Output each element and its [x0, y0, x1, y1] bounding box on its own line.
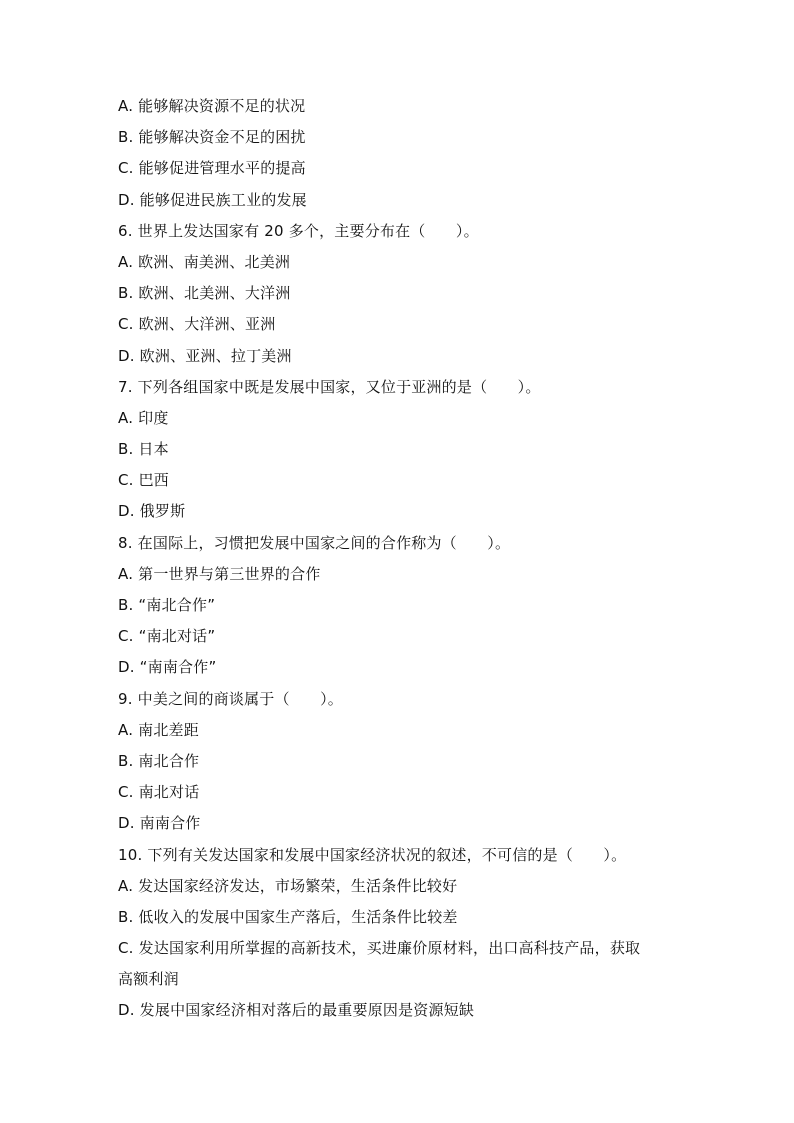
- option-7a: A. 印度: [118, 408, 169, 427]
- option-8a: A. 第一世界与第三世界的合作: [118, 564, 321, 583]
- option-6d: D. 欧洲、亚洲、拉丁美洲: [118, 346, 292, 365]
- option-6b: B. 欧洲、北美洲、大洋洲: [118, 284, 291, 303]
- option-6a: A. 欧洲、南美洲、北美洲: [118, 252, 291, 271]
- option-9d: D. 南南合作: [118, 814, 201, 833]
- option-10d: D. 发展中国家经济相对落后的最重要原因是资源短缺: [118, 1001, 475, 1020]
- option-10c-continued: 高额利润: [118, 970, 179, 989]
- question-10: 10. 下列有关发达国家和发展中国家经济状况的叙述，不可信的是（ ）。: [118, 845, 627, 864]
- option-5c: C. 能够促进管理水平的提高: [118, 159, 306, 178]
- question-list: [118, 91, 698, 1027]
- option-9c: C. 南北对话: [118, 783, 200, 802]
- option-7b: B. 日本: [118, 440, 169, 459]
- option-6c: C. 欧洲、大洋洲、亚洲: [118, 315, 276, 334]
- option-5a: A. 能够解决资源不足的状况: [118, 97, 306, 115]
- question-6: 6. 世界上发达国家有 20 多个，主要分布在（ ）。: [118, 221, 479, 240]
- option-5b: B. 能够解决资金不足的困扰: [118, 128, 306, 147]
- option-9b: B. 南北合作: [118, 751, 200, 770]
- option-10c: C. 发达国家利用所掌握的高新技术，买进廉价原材料，出口高科技产品，获取: [118, 939, 641, 958]
- question-7: 7. 下列各组国家中既是发展中国家，又位于亚洲的是（ ）。: [118, 377, 541, 396]
- option-7d: D. 俄罗斯: [118, 502, 186, 521]
- option-7c: C. 巴西: [118, 471, 170, 490]
- option-8b: B. “南北合作”: [118, 596, 216, 614]
- question-9: 9. 中美之间的商谈属于（ ）。: [118, 689, 343, 708]
- option-8d: D. “南南合作”: [118, 658, 217, 677]
- question-8: 8. 在国际上，习惯把发展中国家之间的合作称为（ ）。: [118, 533, 511, 552]
- option-10a: A. 发达国家经济发达，市场繁荣，生活条件比较好: [118, 876, 458, 895]
- option-9a: A. 南北差距: [118, 720, 199, 739]
- option-5d: D. 能够促进民族工业的发展: [118, 190, 307, 209]
- option-8c: C. “南北对话”: [118, 627, 216, 646]
- option-10b: B. 低收入的发展中国家生产落后，生活条件比较差: [118, 907, 458, 926]
